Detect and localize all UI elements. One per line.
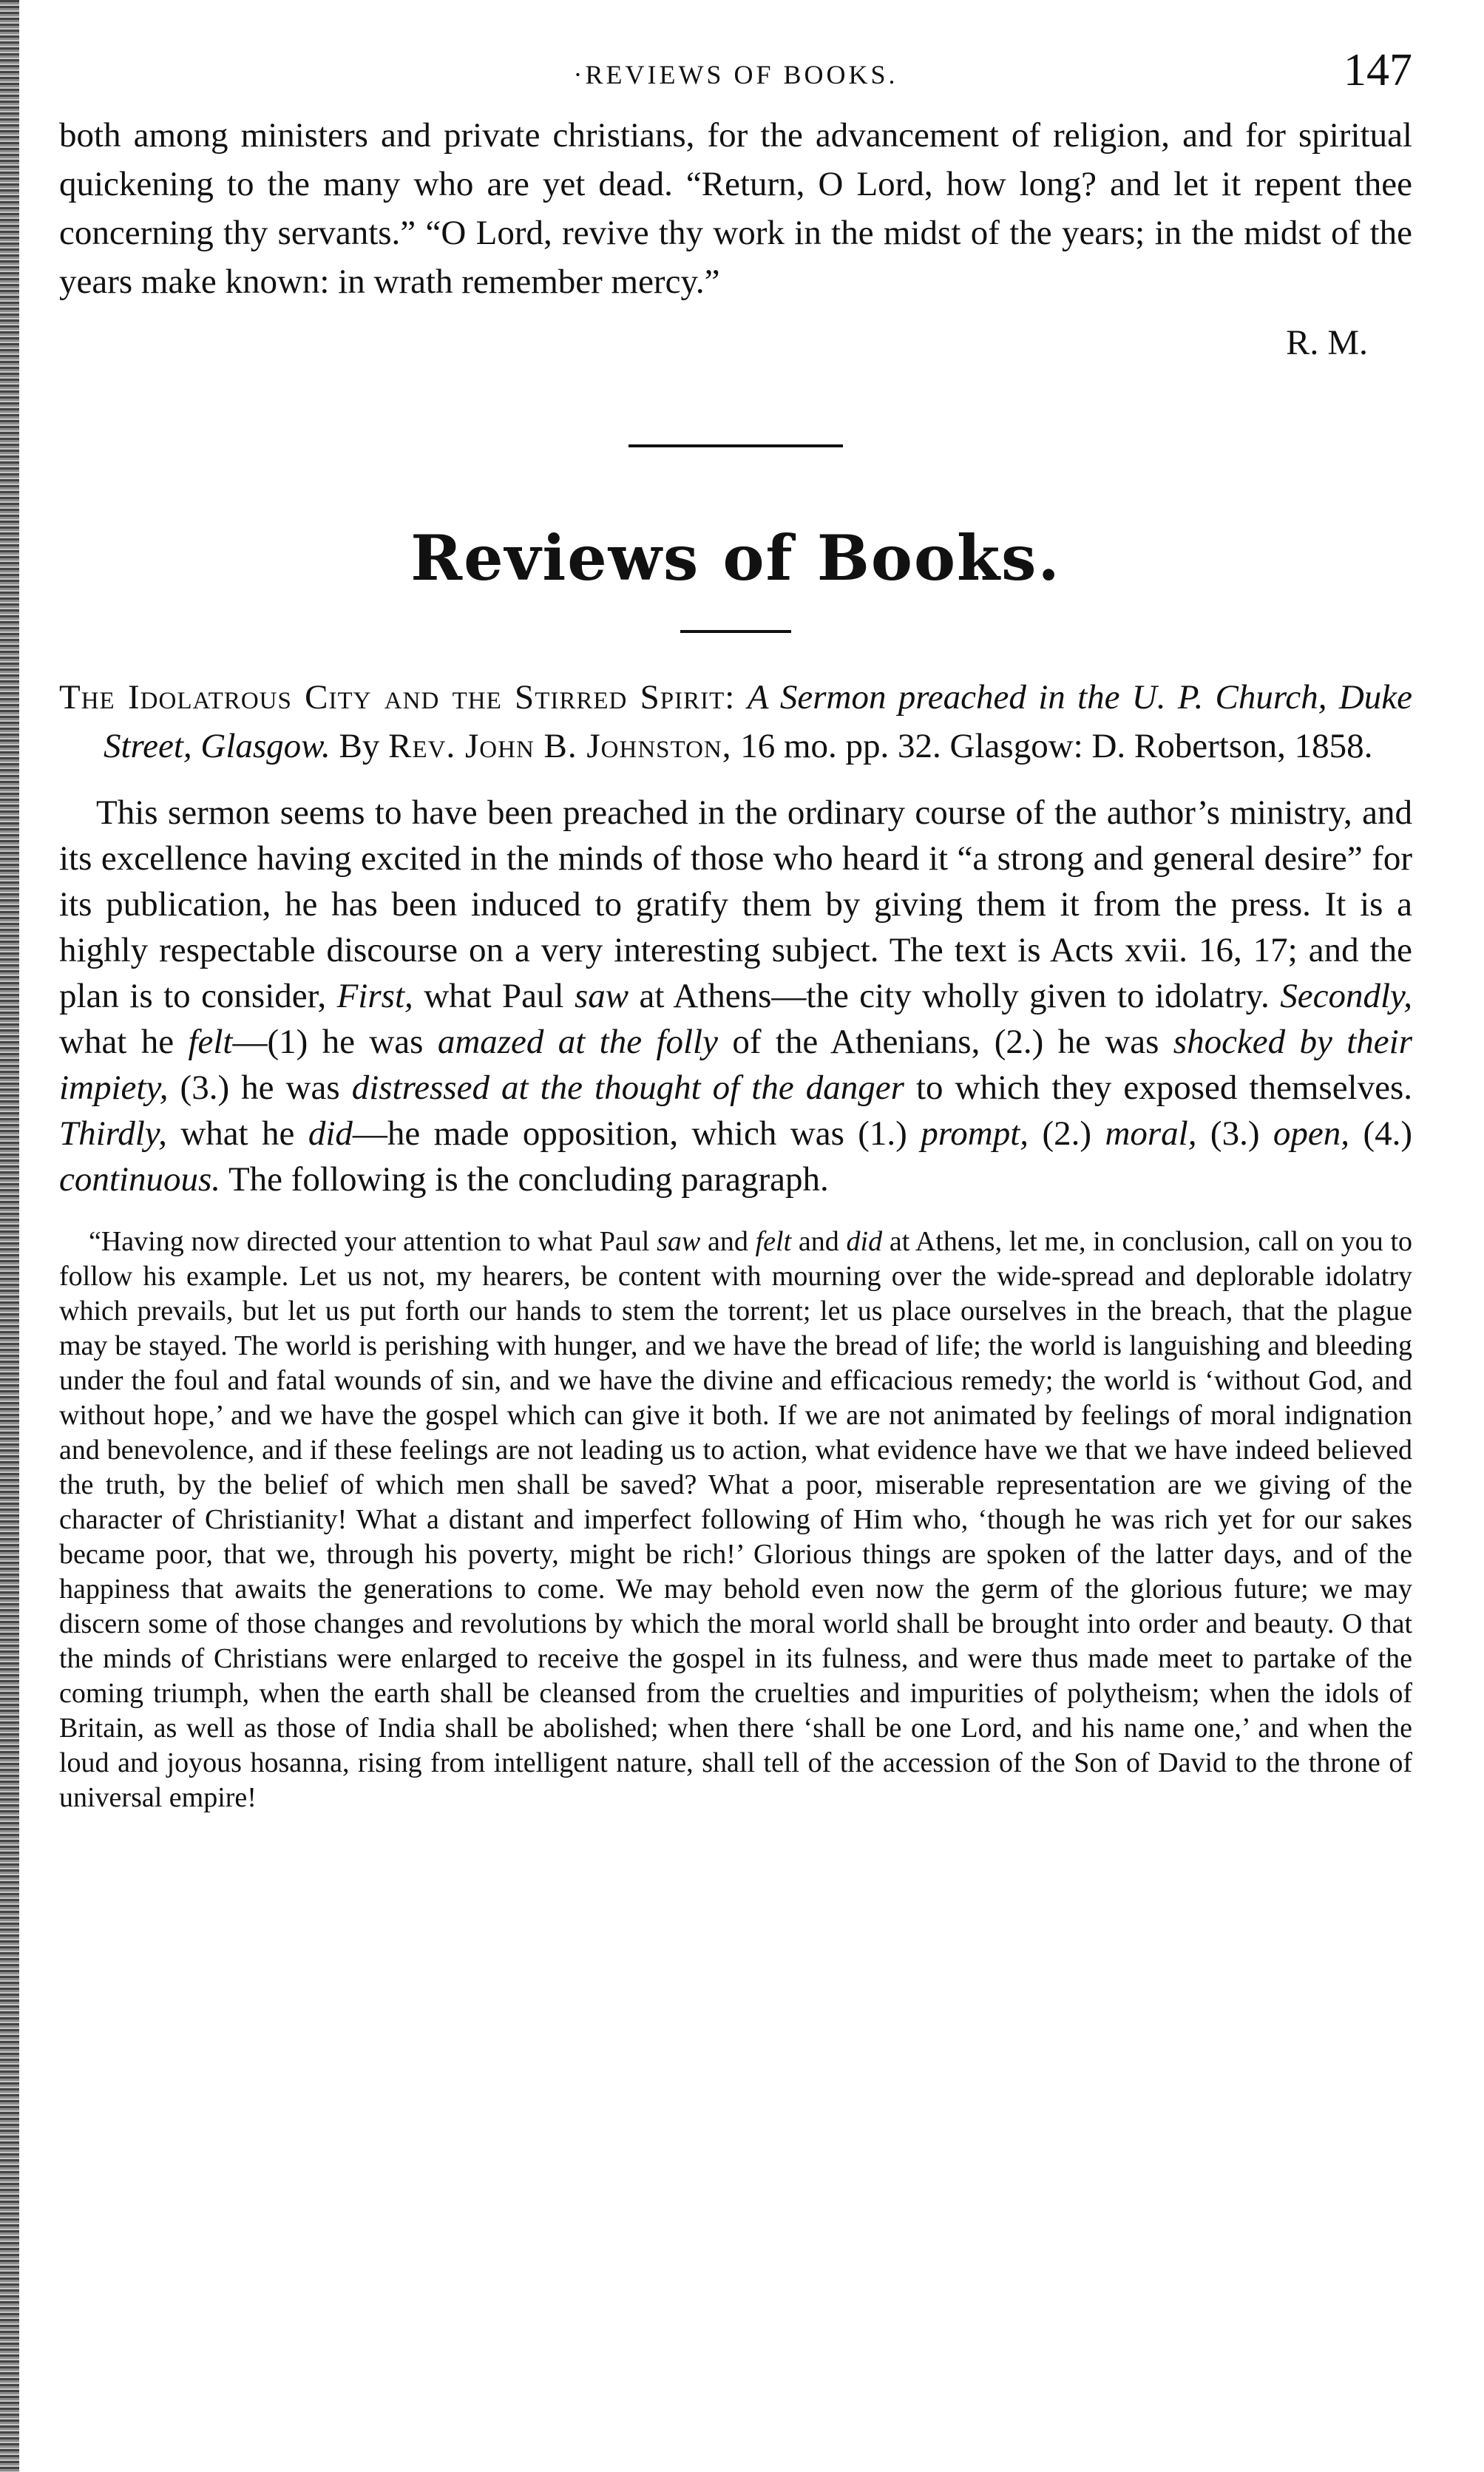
review-emphasis: Secondly, <box>1280 977 1413 1015</box>
quote-text: “Having now directed your attention to what Paul <box>89 1226 650 1257</box>
review-emphasis: amazed at the folly <box>437 1023 718 1061</box>
review-emphasis: Thirdly, <box>59 1114 167 1153</box>
review-emphasis: First, <box>336 977 413 1015</box>
review-text: (3.) <box>1210 1114 1260 1153</box>
quote-text: at Athens, let me, in conclusion, call on you to follow his example. Let us not, my hearers, be content with mourning over the wide-spread and deplorable idolatry which prevails, but let us put forth our hands to stem the torrent; let us place ourselves in the breach, that the plague may be stayed. The world is perishing with hunger, and we have the bread of life; the world is languishing and bleeding under the foul and fatal wounds of sin, and we have the divine and efficacious remedy; the world is ‘without God, and without hope,’ and we have the gospel which can give it both. If we are not animated by feelings of moral indignation and benevolence, and if these feelings are not leading us to action, what evidence have we that we have indeed believed the truth, by the belief of which men shall be saved? What a poor, miserable representation are we giving of the character of Christianity! What a distant and imperfect following of Him who, ‘though he was rich yet for our sakes became poor, that we, through his poverty, might be rich!’ Glorious things are spoken of the latter days, and of the happiness that awaits the generations to come. We may behold even now the germ of the glorious future; we may discern some of those changes and revolutions by which the moral world shall be brought into order and beauty. O that the minds of Christians were enlarged to receive the gospel in its fulness, and were thus made meet to partake of the coming triumph, when the earth shall be cleansed from the cruelties and impurities of polytheism; when the idols of Britain, as well as those of India shall be abolished; when there ‘shall be one Lord, and his name one,’ and when the loud and joyous hosanna, rising from intelligent nature, shall tell of the accession of the Son of David to the throne of universal empire! <box>59 1226 1413 1813</box>
review-emphasis: continuous. <box>59 1160 221 1199</box>
review-text: —(1) he was <box>232 1023 424 1061</box>
review-text: what he <box>59 1023 175 1061</box>
quote-text: and <box>798 1226 839 1257</box>
review-text: The following is the concluding paragraph. <box>228 1160 829 1199</box>
review-text: —he made opposition, which was (1.) <box>352 1114 907 1153</box>
book-author: Rev. John B. Johnston, <box>388 727 732 765</box>
closing-paragraph: both among ministers and private christians, for the advancement of religion, and for spiritual quickening to the many who are yet dead. “Return, O Lord, how long? and let it repent thee concerning thy servants.” “O Lord, revive thy work in the midst of the years; in the midst of the years make known: in wrath remember mercy.” <box>59 116 1412 301</box>
page-header <box>59 44 1412 111</box>
review-text: what Paul <box>424 977 564 1015</box>
review-emphasis: did <box>308 1114 353 1153</box>
quote-emphasis: saw <box>657 1226 701 1257</box>
review-text: what he <box>180 1114 295 1153</box>
quote-emphasis: felt <box>755 1226 792 1257</box>
review-text: at Athens—the city wholly given to idolatry. <box>639 977 1270 1015</box>
review-text: of the Athenians, (2.) he was <box>732 1023 1159 1061</box>
review-text: (2.) <box>1042 1114 1092 1153</box>
section-title: Reviews of Books. <box>410 521 1061 595</box>
review-paragraph <box>59 790 1412 1202</box>
review-emphasis: felt <box>188 1023 233 1061</box>
title-underline <box>680 630 791 633</box>
page-number: 147 <box>1344 45 1412 95</box>
review-emphasis: open, <box>1273 1114 1350 1153</box>
publication-details: 16 mo. pp. 32. Glasgow: D. Robertson, 1858. <box>740 727 1373 765</box>
quote-emphasis: did <box>846 1226 883 1257</box>
section-divider <box>629 444 843 447</box>
by-word: By <box>339 727 380 765</box>
book-citation <box>59 673 1412 771</box>
previous-article-ending <box>59 111 1412 363</box>
review-emphasis: distressed at the thought of the danger <box>351 1069 904 1107</box>
book-title: The Idolatrous City and the Stirred Spirit: <box>59 678 736 717</box>
review-emphasis: saw <box>574 977 629 1015</box>
page-binding-edge <box>0 0 19 2472</box>
author-signature: R. M. <box>1286 323 1368 362</box>
review-text: (3.) he was <box>180 1069 340 1107</box>
quote-text: and <box>707 1226 748 1257</box>
running-head: ·REVIEWS OF BOOKS. <box>573 60 898 89</box>
book-page <box>59 44 1412 1815</box>
review-text: to which they exposed themselves. <box>915 1069 1413 1107</box>
book-subtitle: A Sermon preached in the U. P. Church, Duke Street, Glasgow. <box>104 678 1413 765</box>
sermon-quotation <box>59 1225 1412 1815</box>
review-emphasis: moral, <box>1105 1114 1197 1153</box>
review-text: This sermon seems to have been preached in the ordinary course of the author’s ministry, and its excellence having excited in the minds of those who heard it “a strong and general desire” for its publication, he has been induced to gratify them by giving them it from the press. It is a highly respectable discourse on a very interesting subject. The text is Acts xvii. 16, 17; and the plan is to consider, <box>59 793 1412 1015</box>
review-text: (4.) <box>1363 1114 1413 1153</box>
review-emphasis: prompt, <box>921 1114 1029 1153</box>
review-emphasis: shocked by their impiety, <box>59 1023 1412 1107</box>
